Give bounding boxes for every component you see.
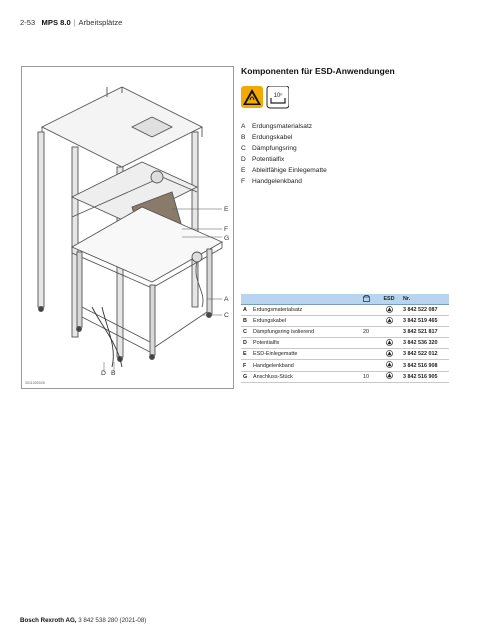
row-description: Erdungsmaterialsatz (251, 305, 355, 316)
esd-column-header: ESD (377, 294, 401, 305)
row-letter: B (241, 316, 251, 327)
row-esd (377, 349, 401, 360)
callout-d: D (101, 370, 106, 377)
row-quantity (355, 349, 377, 360)
table-row (241, 349, 449, 360)
row-letter: F (241, 360, 251, 371)
row-part-number: 3 842 519 465 (401, 316, 449, 327)
workstation-drawing (22, 67, 233, 388)
list-item: B Erdungskabel (241, 134, 293, 141)
table-row (241, 327, 449, 338)
wrist-strap-label: 10ⁿ (273, 93, 283, 99)
figure-id: 3011000028 (25, 381, 45, 385)
row-quantity: 20 (355, 327, 377, 338)
row-description: Dämpfungsring isolierend (251, 327, 355, 338)
parts-table (241, 294, 449, 383)
callout-g: G (224, 235, 230, 242)
row-part-number: 3 842 522 087 (401, 305, 449, 316)
table-row (241, 316, 449, 327)
wrist-strap-10m-icon (267, 86, 289, 108)
workstation-figure (21, 66, 234, 389)
table-row (241, 371, 449, 382)
row-part-number: 3 842 516 908 (401, 360, 449, 371)
row-quantity (355, 338, 377, 349)
table-row (241, 305, 449, 316)
row-description: Erdungskabel (251, 316, 355, 327)
page-header (20, 18, 122, 27)
footer-company: Bosch Rexroth AG, (20, 617, 77, 624)
list-item: C Dämpfungsring (241, 145, 297, 152)
row-esd (377, 316, 401, 327)
esd-symbol-icon (386, 317, 393, 324)
row-description: Potentialfix (251, 338, 355, 349)
section-name: Arbeitsplätze (78, 18, 123, 27)
callout-e: E (224, 206, 229, 213)
esd-symbol-icon (386, 350, 393, 357)
product-name: MPS 8.0 (41, 18, 71, 27)
esd-symbol-icon (386, 306, 393, 313)
row-letter: E (241, 349, 251, 360)
nr-column-header: Nr. (401, 294, 449, 305)
row-quantity (355, 316, 377, 327)
esd-symbol-icon (386, 339, 393, 346)
row-quantity: 10 (355, 371, 377, 382)
callout-f: F (224, 226, 229, 233)
row-esd (377, 305, 401, 316)
esd-symbol-icon (386, 372, 393, 379)
row-description: ESD-Einlegematte (251, 349, 355, 360)
list-item: A Erdungsmaterialsatz (241, 123, 313, 130)
row-part-number: 3 842 521 817 (401, 327, 449, 338)
row-esd (377, 327, 401, 338)
footer-doc: 3 842 538 280 (2021-08) (78, 617, 147, 624)
row-letter: D (241, 338, 251, 349)
callout-b: B (111, 370, 116, 377)
table-header-row (241, 294, 449, 305)
row-letter: C (241, 327, 251, 338)
table-row (241, 338, 449, 349)
page-footer (20, 617, 146, 624)
callout-c: C (224, 312, 229, 319)
row-part-number: 3 842 536 320 (401, 338, 449, 349)
row-quantity (355, 360, 377, 371)
list-item: E Ableitfähige Einlegematte (241, 167, 327, 174)
list-item: F Handgelenkband (241, 178, 302, 185)
box-icon (355, 294, 377, 305)
row-quantity (355, 305, 377, 316)
row-description: Handgelenkband (251, 360, 355, 371)
row-esd (377, 360, 401, 371)
header-separator: | (73, 18, 76, 27)
row-letter: G (241, 371, 251, 382)
row-esd (377, 338, 401, 349)
esd-warning-icon (241, 86, 263, 108)
section-title: Komponenten für ESD-Anwendungen (241, 66, 395, 76)
components-list (241, 121, 327, 187)
row-esd (377, 371, 401, 382)
row-part-number: 3 842 516 905 (401, 371, 449, 382)
table-row (241, 360, 449, 371)
esd-symbol-icon (386, 361, 393, 368)
row-description: Anschluss-Stück (251, 371, 355, 382)
page-number: 2-53 (20, 18, 36, 27)
row-part-number: 3 842 522 012 (401, 349, 449, 360)
esd-icons (241, 86, 289, 110)
callout-a: A (224, 296, 229, 303)
list-item: D Potentialfix (241, 156, 285, 163)
row-letter: A (241, 305, 251, 316)
esd-icon-group (241, 86, 289, 110)
